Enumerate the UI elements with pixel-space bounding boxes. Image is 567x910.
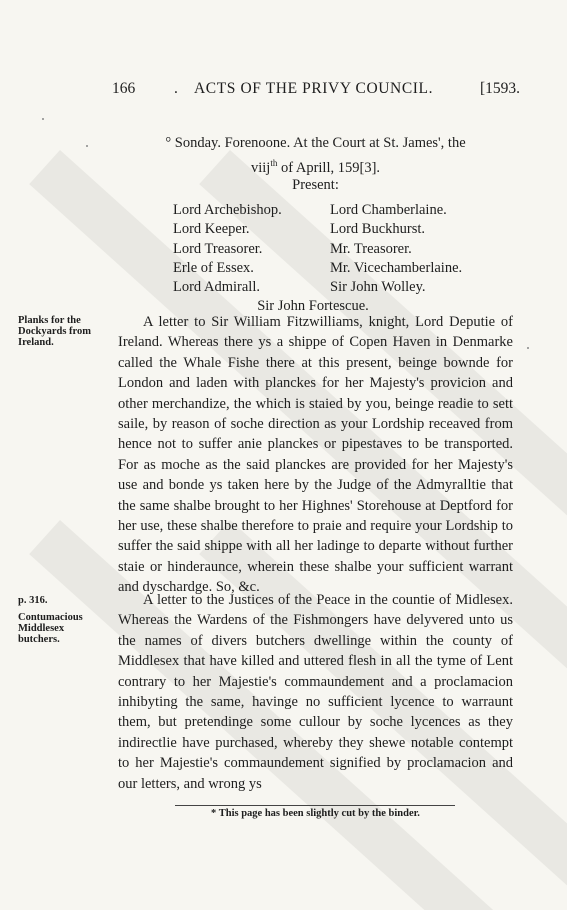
- session-line-1: ° Sonday. Forenoone. At the Court at St. James', the: [165, 135, 466, 151]
- attendee-last: Sir John Fortescue.: [257, 298, 369, 315]
- letter-paragraph: A letter to Sir William Fitzwilliams, knight, Lord Deputie of Ireland. Whereas there ys a shippe of Copen Haven in Denmarke called the Whale Fishe there at this present, beinge bownde for London and laden with planckes for her Majesty's provicion and other merchandize, the which is staied by you, beinge readie to sett saile, by reason of soche direction as your Lordship receaved from hence not to suffer anie planckes or pipestaves to be transported. For as moche as the said planckes are provided for her Majesty's use and bonde ys taken here by the Judge of the Admyralltie that the same shalbe brought to her Highnes' Storehouse at Deptford for her use, these shalbe therefore to praie and require your Lordship to suffer the said shippe with all her ladinge to departe without further staie or hinderaunce, wherein these shalbe your sufficient warrant and dyschardge. So, &c.: [118, 314, 513, 596]
- present-heading: Present:: [292, 177, 339, 193]
- attendee: Lord Admirall.: [173, 279, 260, 296]
- attendee-row: [173, 278, 473, 297]
- attendee-row: [173, 240, 473, 259]
- attendee: Mr. Treasorer.: [330, 240, 412, 257]
- attendee: Lord Archebishop.: [173, 202, 282, 218]
- attendee: Lord Buckhurst.: [330, 221, 426, 238]
- session-heading: [118, 133, 513, 178]
- attendee: Mr. Vicechamberlaine.: [330, 259, 463, 276]
- margin-note-butchers: Contumacious Middlesex butchers.: [18, 612, 83, 645]
- degree-mark: °: [165, 135, 172, 151]
- margin-note-planks: Planks for the Dockyards from Ireland.: [18, 315, 92, 348]
- attendee-row: [173, 259, 473, 278]
- page-number: 166: [112, 80, 136, 97]
- attendee-list: [173, 201, 473, 317]
- margin-page-ref: p. 316.: [18, 595, 48, 606]
- header-year: [1593.: [479, 80, 520, 97]
- attendee: Lord Treasorer.: [173, 240, 263, 257]
- attendee-row: [173, 201, 473, 220]
- attendee: Lord Chamberlaine.: [330, 202, 447, 218]
- running-header: [112, 80, 520, 102]
- footnote: * This page has been slightly cut by the binder.: [211, 808, 420, 819]
- letter-paragraph: A letter to the Justices of the Peace in the countie of Midlesex. Whereas the Wardens of the Fishmongers have delyvered unto us the names of divers butchers dwellinge within the county of Middlesex that have killed and uttered flesh in all the tyme of Lent contrary to her Majestie's commaundement and a proclamacion inhibyting the same, havinge no sufficient lycence to warraunt them, but pretendinge some cullour by soche lycences as they indirectlie have purchased, whereby they shewe notable contempt to her Majestie's commaundement signified by proclamacion and our letters, and wrong ys: [118, 592, 513, 792]
- page-title: ACTS OF THE PRIVY COUNCIL.: [194, 80, 434, 97]
- attendee: Lord Keeper.: [173, 221, 250, 238]
- session-line-2: viij$^{th}$ of Aprill, 159[3].: [250, 158, 381, 176]
- footnote-rule: [175, 805, 455, 806]
- attendee: Erle of Essex.: [173, 259, 254, 276]
- header-dot: .: [174, 80, 178, 97]
- attendee-row: [173, 220, 473, 239]
- letter-fitzwilliams: [118, 312, 513, 598]
- letter-middlesex-justices: [118, 590, 513, 794]
- attendee: Sir John Wolley.: [330, 279, 426, 296]
